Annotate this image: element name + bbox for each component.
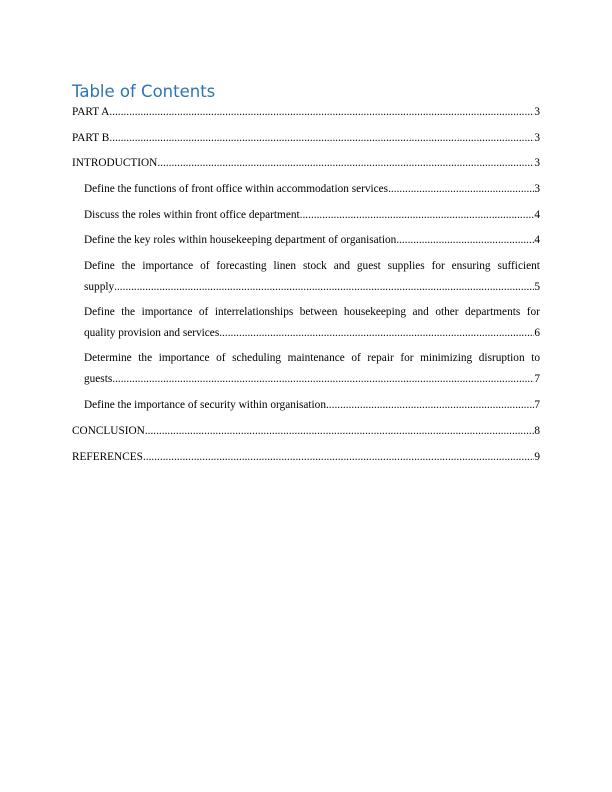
dot-leader — [396, 232, 534, 248]
dot-leader — [109, 130, 534, 146]
word: repair — [367, 352, 394, 364]
word: Determine — [84, 352, 132, 364]
word: the — [121, 260, 136, 272]
toc-entry-scheduling-line1[interactable] — [84, 350, 540, 366]
word: of — [200, 260, 210, 272]
toc-entry-label: INTRODUCTION — [72, 157, 158, 169]
toc-page-number: 7 — [534, 399, 540, 411]
dot-leader — [143, 449, 534, 465]
toc-entry-security[interactable] — [84, 397, 540, 413]
toc-entry-introduction[interactable] — [72, 155, 540, 171]
word: Define — [84, 306, 115, 318]
toc-page-number: 4 — [534, 209, 540, 221]
word: guest — [356, 260, 381, 272]
toc-entry-front-office-roles[interactable] — [84, 207, 540, 223]
dot-leader — [114, 279, 534, 295]
toc-entry-conclusion[interactable] — [72, 423, 540, 439]
toc-entry-references[interactable] — [72, 449, 540, 465]
word: to — [531, 352, 540, 364]
toc-entry-label: Define the key roles within housekeeping department of organisation — [84, 234, 397, 246]
word: and — [333, 260, 350, 272]
dot-leader — [326, 397, 534, 413]
dot-leader — [145, 423, 535, 439]
word: other — [435, 306, 459, 318]
toc-page-number: 3 — [534, 106, 540, 118]
toc-page-number: 4 — [534, 234, 540, 246]
toc-title: Table of Contents — [72, 82, 216, 101]
toc-entry-label: CONCLUSION — [72, 425, 145, 437]
word: interrelationships — [214, 306, 294, 318]
word: of — [216, 352, 226, 364]
dot-leader — [219, 325, 534, 341]
toc-page-number: 3 — [534, 132, 540, 144]
dot-leader — [388, 181, 534, 197]
toc-entry-label: PART B — [72, 132, 110, 144]
dot-leader — [300, 207, 535, 223]
toc-entry-part-b[interactable] — [72, 130, 540, 146]
word: ensuring — [451, 260, 491, 272]
toc-entry-housekeeping-roles[interactable] — [84, 232, 540, 248]
word: the — [121, 306, 136, 318]
toc-entry-label: supply — [84, 281, 115, 293]
word: supplies — [387, 260, 425, 272]
word: housekeeping — [343, 306, 407, 318]
toc-entry-label: REFERENCES — [72, 451, 143, 463]
word: stock — [302, 260, 327, 272]
toc-entry-front-office-functions[interactable] — [84, 181, 540, 197]
toc-page-number: 6 — [534, 327, 540, 339]
toc-page-number: 8 — [534, 425, 540, 437]
word: between — [299, 306, 338, 318]
word: importance — [158, 352, 210, 364]
word: importance — [142, 260, 194, 272]
dot-leader — [112, 371, 534, 387]
word: forecasting — [216, 260, 267, 272]
word: Define — [84, 260, 115, 272]
word: for — [526, 306, 540, 318]
toc-entry-label: PART A — [72, 106, 110, 118]
toc-entry-label: Define the functions of front office within accommodation services — [84, 183, 389, 195]
toc-entry-label: Discuss the roles within front office department — [84, 209, 300, 221]
toc-entry-part-a[interactable] — [72, 104, 540, 120]
toc-entry-forecasting-line1[interactable] — [84, 258, 540, 274]
word: the — [138, 352, 153, 364]
toc-entry-interrelationships[interactable] — [84, 325, 540, 341]
word: scheduling — [232, 352, 282, 364]
toc-entry-interrelationships-line1[interactable] — [84, 304, 540, 320]
toc-entry-label: quality provision and services — [84, 327, 220, 339]
toc-page-number: 7 — [534, 373, 540, 385]
word: for — [431, 260, 445, 272]
toc-page-number: 3 — [534, 183, 540, 195]
toc-entry-label: Define the importance of security within organisation — [84, 399, 326, 411]
word: minimizing — [420, 352, 473, 364]
word: departments — [465, 306, 521, 318]
word: linen — [273, 260, 297, 272]
dot-leader — [109, 104, 534, 120]
toc-page-number: 5 — [534, 281, 540, 293]
toc-entry-scheduling[interactable] — [84, 371, 540, 387]
word: and — [412, 306, 429, 318]
word: disruption — [478, 352, 525, 364]
toc-page-number: 3 — [534, 157, 540, 169]
word: for — [400, 352, 414, 364]
toc-page-number: 9 — [534, 451, 540, 463]
word: maintenance — [287, 352, 345, 364]
dot-leader — [157, 155, 534, 171]
toc-entry-label: guests — [84, 373, 113, 385]
word: importance — [141, 306, 193, 318]
toc-entry-forecasting[interactable] — [84, 279, 540, 295]
word: sufficient — [497, 260, 540, 272]
word: of — [351, 352, 361, 364]
word: of — [198, 306, 209, 318]
